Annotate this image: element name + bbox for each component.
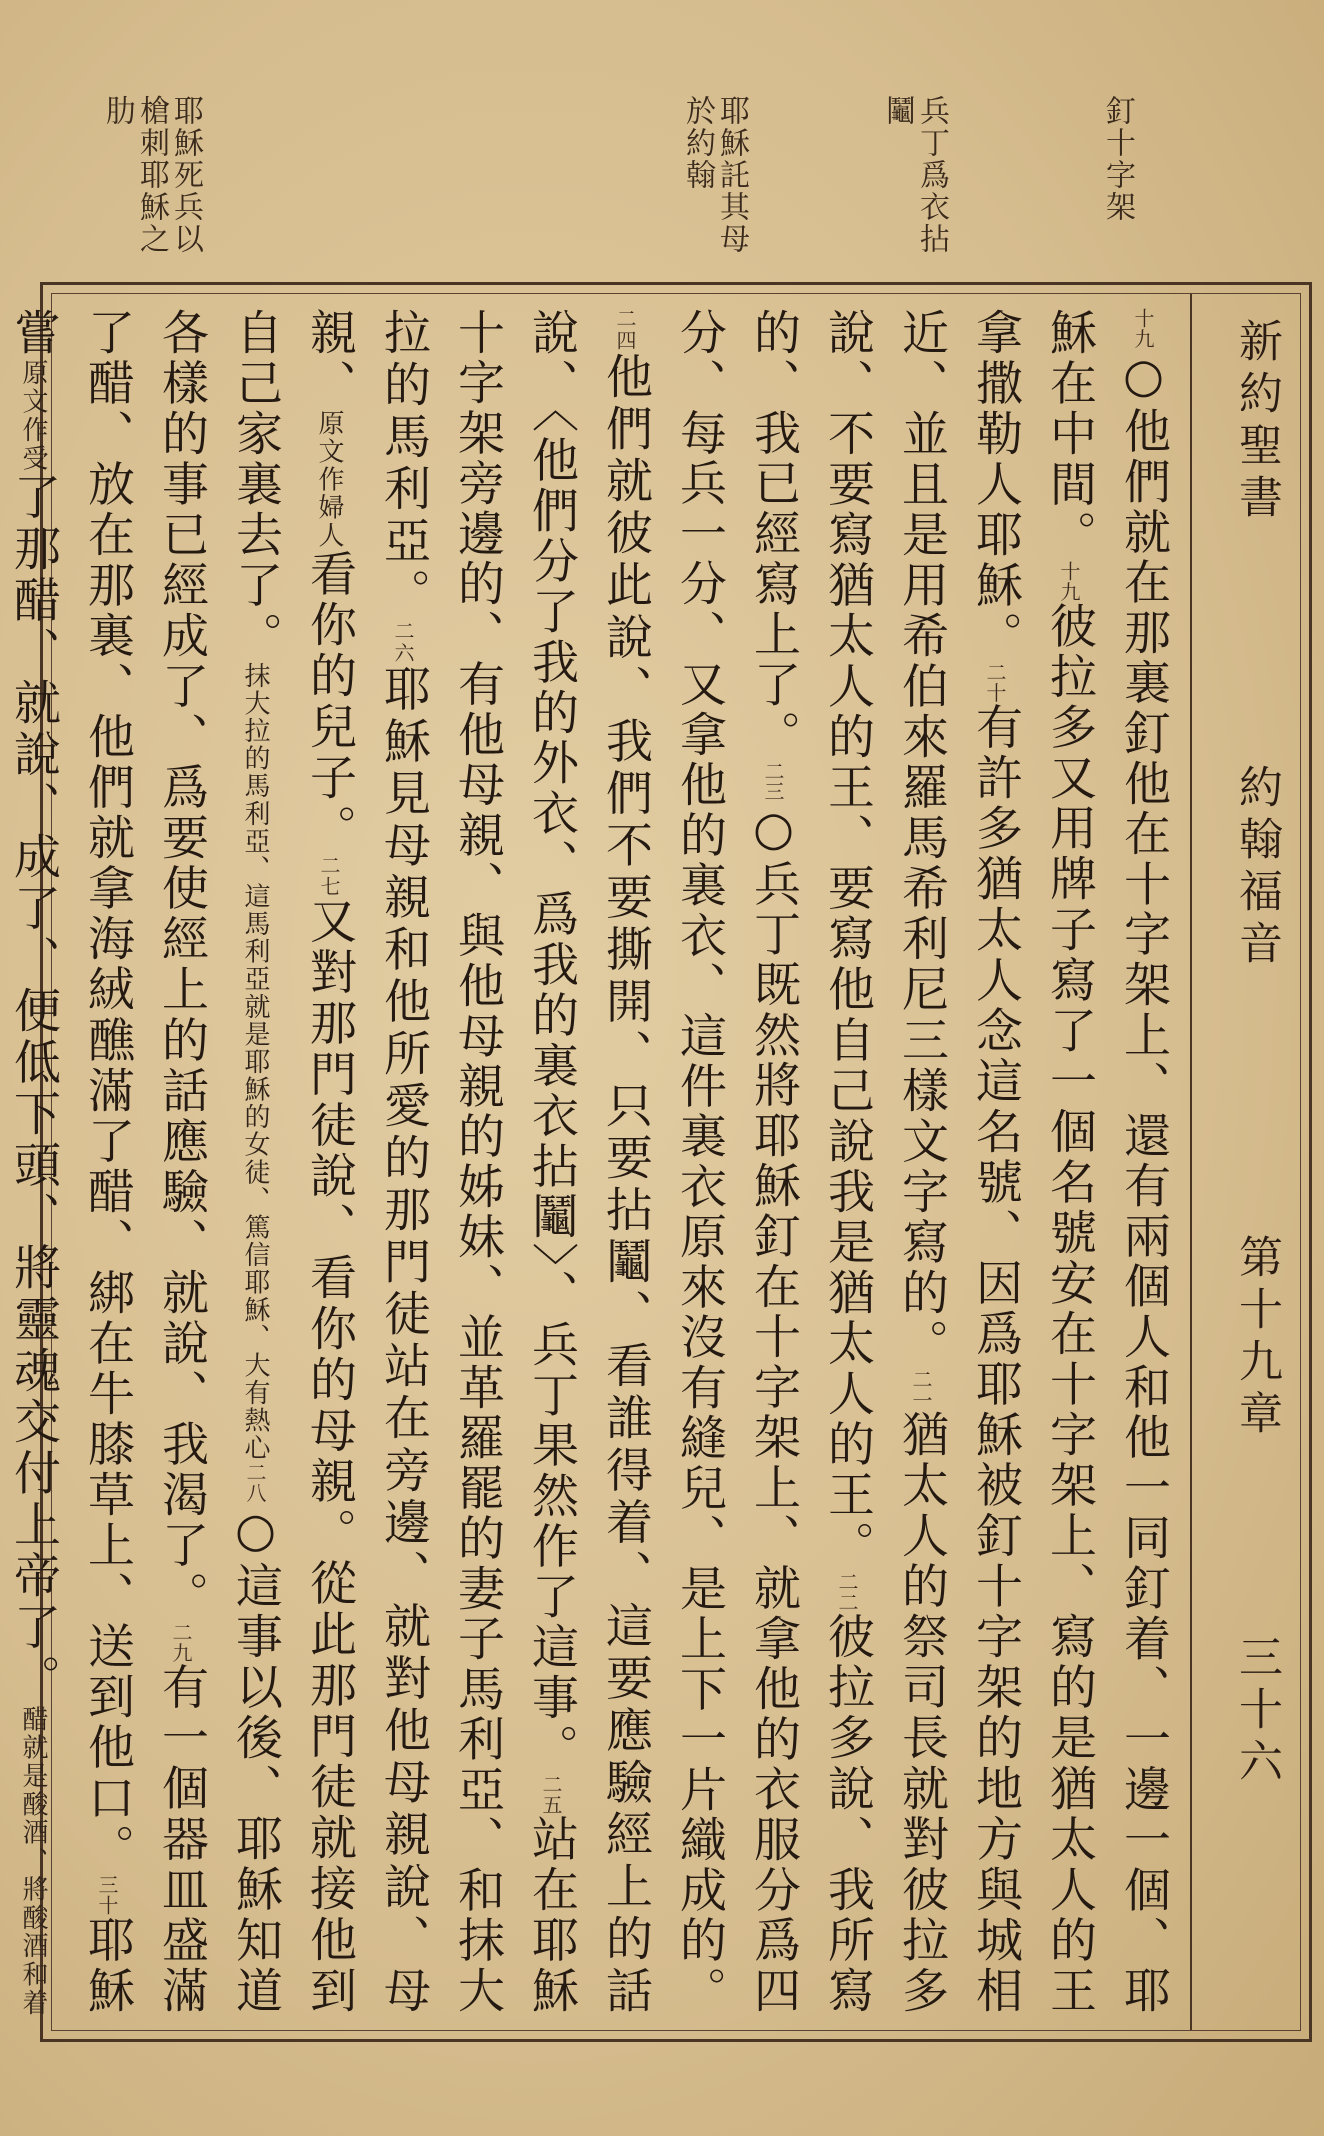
inline-note: 原文作受: [18, 359, 48, 473]
verse-number: 二四: [613, 308, 637, 353]
inline-note: 原文作婦人: [314, 409, 344, 550]
marginal-note: 耶穌死兵以槍刺耶穌之肋: [100, 95, 203, 255]
verse-number: 二五: [539, 1773, 563, 1815]
verse-text: 有一個器皿盛滿了醋、放在那裏、他們就拿海絨醮滿了醋、綁在牛膝草上、送到他口。: [80, 308, 209, 2017]
book-title: 新約聖書: [1231, 318, 1282, 526]
verse-number: 二一: [909, 1369, 933, 1411]
verse-text: 站在耶穌十字架旁邊的、有他母親、與他母親的姊妹、並革羅罷的妻子馬利亞、和抹大拉的馬利亞。: [376, 308, 579, 2017]
verse-number: 二十: [983, 661, 1007, 703]
text-frame: [6, 282, 1312, 2042]
verse-text: ○兵丁既然將耶穌釘在十字架上、就拿他的衣服分爲四分、每兵一分、又拿他的裏衣、這件裏衣原來沒有縫兒、是上下一片織成的。: [672, 308, 801, 2017]
marginal-notes: [100, 95, 1140, 285]
verse-text: 耶穌嘗: [6, 308, 135, 2017]
scripture-text: [6, 308, 1180, 2017]
chapter-title: 第十九章: [1231, 1234, 1282, 1442]
frame-inner: [6, 293, 1301, 2031]
verse-text: 又對那門徒說、看你的母親。從此那門徒就接他到自己家裏去了。: [228, 308, 357, 2017]
verse-text: 彼拉多說、我所寫的、我已經寫上了。: [746, 308, 875, 2017]
verse-number: 十九: [1131, 308, 1155, 349]
verse-text: 耶穌見母親和他所愛的那門徒站在旁邊、就對他母親說、母親、: [302, 308, 431, 2017]
verse-number: 二七: [317, 854, 341, 897]
verse-text: ○他們就在那裏釘他在十字架上、還有兩個人和他一同釘着、一邊一個、耶穌在中間。: [1042, 308, 1171, 2017]
verse-number: 二二: [835, 1571, 859, 1613]
page-number: 三十六: [1231, 1634, 1282, 1790]
inline-note: 醋就是酸酒、將酸酒和着: [18, 1705, 48, 2017]
verse-text: ○這事以後、耶穌知道各樣的事已經成了、爲要使經上的話應驗、就說、我渴了。: [154, 308, 283, 2017]
marginal-note: 釘十字架: [1100, 95, 1135, 223]
gospel-title: 約翰福音: [1231, 764, 1282, 972]
verse-number: 二八: [243, 1461, 267, 1503]
marginal-note: 耶穌託其母於約翰: [680, 95, 749, 255]
verse-text: 有許多猶太人念這名號、因爲耶穌被釘十字架的地方與城相近、並且是用希伯來羅馬希利尼三樣文字寫的。: [894, 308, 1023, 2017]
verse-number: 二六: [391, 620, 415, 665]
verse-text: 了那醋、就說、成了、便低下頭、將靈魂交付上帝了。: [6, 472, 61, 1706]
verse-text: 他們就彼此說、我們不要撕開、只要拈鬮、看誰得着、這要應驗經上的話說、〈他們分了我的外衣、爲我的裏衣拈鬮〉、兵丁果然作了這事。: [524, 308, 653, 2017]
inline-note: 抹大拉的馬利亞、這馬利亞就是耶穌的女徒、篤信耶穌、大有熱心: [240, 662, 270, 1462]
verse-text: 猶太人的祭司長就對彼拉多說、不要寫猶太人的王、要寫他自己說我是猶太人的王。: [820, 308, 949, 2017]
marginal-note: 兵丁爲衣拈鬮: [880, 95, 949, 255]
verse-number: 二九: [169, 1621, 193, 1663]
verse-number: 十九: [1057, 560, 1081, 602]
verse-number: 二三: [761, 760, 785, 802]
verse-number: 三十: [95, 1874, 119, 1916]
running-header: [1190, 294, 1300, 2030]
verse-text: 看你的兒子。: [302, 549, 357, 855]
verse-text: 彼拉多又用牌子寫了一個名號安在十字架上、寫的是猶太人的王拿撒勒人耶穌。: [968, 308, 1097, 2017]
